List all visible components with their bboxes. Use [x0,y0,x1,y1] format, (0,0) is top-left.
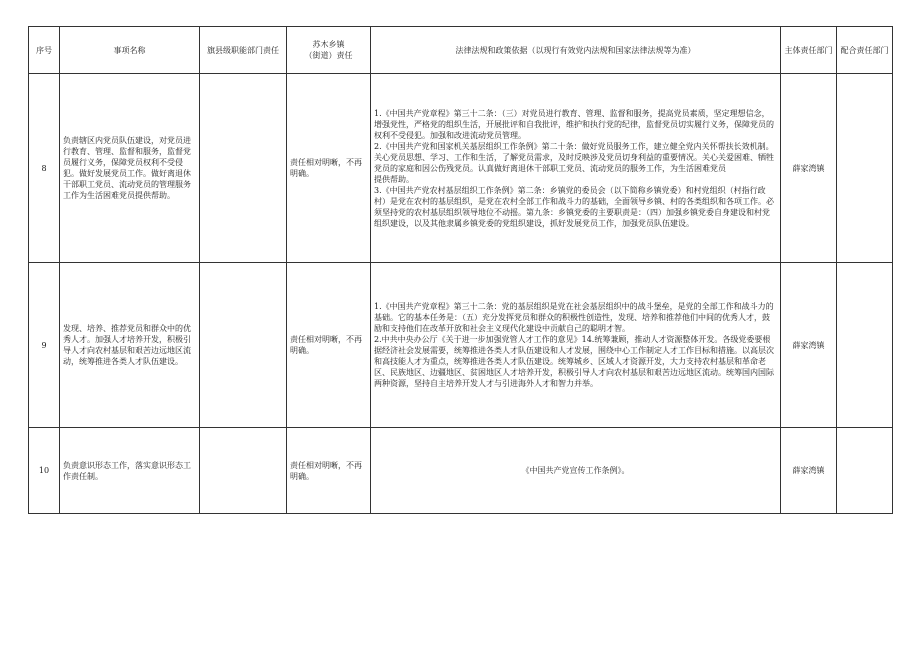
row-town: 责任相对明晰，不再明确。 [287,428,371,514]
header-county: 旗县级职能部门责任 [200,27,287,74]
row-assist-dept [837,428,893,514]
row-item: 负责辖区内党员队伍建设，对党员进行教育、管理、监督和服务，监督党员履行义务，保障党员权利不受侵犯。做好发展党员工作。做好离退休干部职工党员、流动党员的管理服务工作为生活困难党员提供帮助。 [60,74,200,263]
row-town: 责任相对明晰，不再明确。 [287,263,371,428]
duty-table [28,26,893,514]
header-num: 序号 [29,27,60,74]
row-town: 责任相对明晰，不再明确。 [287,74,371,263]
table-row [29,74,893,263]
row-county [200,263,287,428]
row-num: 8 [29,74,60,263]
law-clause: 2.《中国共产党和国家机关基层组织工作条例》第二十条：做好党员服务工作，建立健全党内关怀帮扶长效机制。关心党员思想、学习、工作和生活，了解党员需求，及时反映涉及党员切身利益的重要情况。关心关爱困难、牺牲党员的家庭和因公伤残党员。认真做好离退休干部职工党员、流动党员的服务工作，为生活困难党员 [374,141,774,173]
row-main-dept: 薛家湾镇 [781,263,837,428]
row-main-dept: 薛家湾镇 [781,428,837,514]
header-assist-dept: 配合责任部门 [837,27,893,74]
law-clause: 提供帮助。 [374,174,414,184]
row-law [371,428,781,514]
row-county [200,74,287,263]
header-town-line2: （街道）责任 [304,51,353,60]
row-item: 负责意识形态工作，落实意识形态工作责任制。 [60,428,200,514]
header-row [29,27,893,74]
header-item: 事项名称 [60,27,200,74]
law-clause: 2.中共中央办公厅《关于进一步加强党管人才工作的意见》14.统筹兼顾，推动人才资源整体开发。各级党委要根据经济社会发展需要，统筹推进各类人才队伍建设和人才发展，围绕中心工作制定人才工作目标和措施。以高层次和高技能人才为重点，统筹推进各类人才队伍建设。统筹城乡、区域人才资源开发，大力支持农村基层和革命老区、民族地区、边疆地区、贫困地区人才培养开发，积极引导人才向农村基层和艰苦边远地区流动。统筹国内国际两种资源，坚持自主培养开发人才与引进海外人才和智力并举。 [374,335,774,388]
row-county [200,428,287,514]
law-clause: 1.《中国共产党章程》第三十二条：（三）对党员进行教育、管理、监督和服务，提高党员素质，坚定理想信念，增强党性，严格党的组织生活，开展批评和自我批评，维护和执行党的纪律，监督党员切实履行义务，保障党员的权利不受侵犯。加强和改进流动党员管理。 [374,108,774,140]
header-law: 法律法规和政策依据（以现行有效党内法规和国家法律法规等为准） [371,27,781,74]
row-main-dept: 薛家湾镇 [781,74,837,263]
header-town [287,27,371,74]
header-main-dept: 主体责任部门 [781,27,837,74]
law-clause: 1.《中国共产党章程》第三十二条：党的基层组织是党在社会基层组织中的战斗堡垒，是党的全部工作和战斗力的基础。它的基本任务是：（五）充分发挥党员和群众的积极性创造性，发现、培养和推荐他们中间的优秀人才，鼓励和支持他们在改革开放和社会主义现代化建设中贡献自己的聪明才智。 [374,302,774,333]
row-assist-dept [837,263,893,428]
row-item: 发现、培养、推荐党员和群众中的优秀人才。加强人才培养开发，积极引导人才向农村基层和艰苦边远地区流动，统筹推进各类人才队伍建设。 [60,263,200,428]
row-law [371,74,781,263]
header-town-line1: 苏木乡镇 [312,40,345,49]
table-row [29,263,893,428]
law-clause: 《中国共产党宣传工作条例》。 [521,466,630,475]
table-row [29,428,893,514]
row-law [371,263,781,428]
row-num: 9 [29,263,60,428]
row-assist-dept [837,74,893,263]
row-num: 10 [29,428,60,514]
law-clause: 3.《中国共产党农村基层组织工作条例》第二条：乡镇党的委员会（以下简称乡镇党委）和村党组织（村指行政村）是党在农村的基层组织，是党在农村全部工作和战斗力的基础，全面领导乡镇、村的各类组织和各项工作。必须坚持党的农村基层组织领导地位不动摇。第九条：乡镇党委的主要职责是：（四）加强乡镇党委自身建设和村党组织建设，以及其他隶属乡镇党委的党组织建设，抓好发展党员工作，加强党员队伍建设。 [374,185,774,228]
